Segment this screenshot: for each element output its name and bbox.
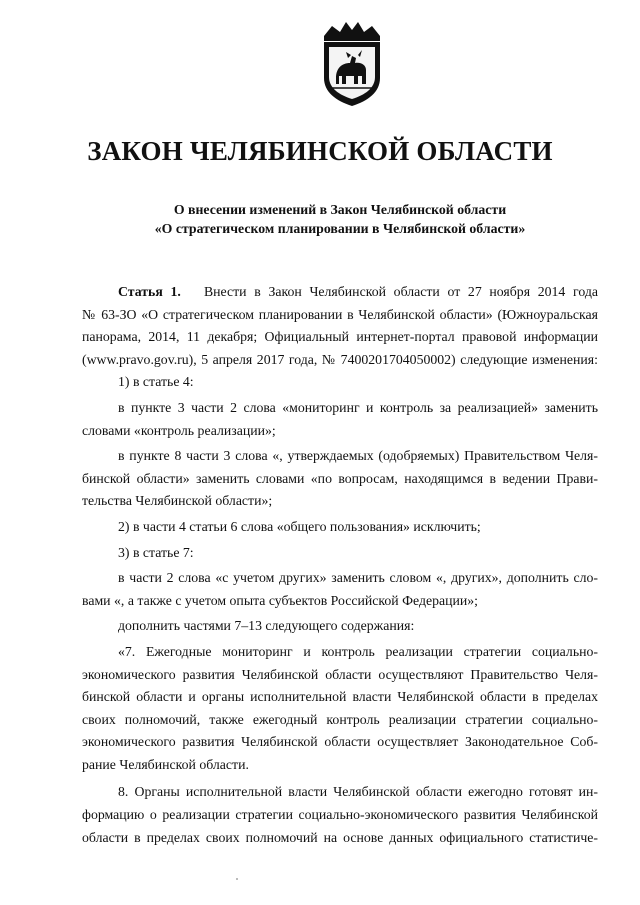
- quote-line: своих полномочий, также ежегодный контроль реализации стратегии социально-: [82, 711, 598, 727]
- paragraph-line: в части 2 слова «с учетом других» заменить словом «, других», дополнить сло-: [118, 570, 598, 586]
- paragraph-line: дополнить частями 7–13 следующего содержания:: [118, 618, 415, 634]
- list-item: 2) в части 4 статьи 6 слова «общего пользования» исключить;: [118, 518, 481, 534]
- paragraph-line: панорама, 2014, 11 декабря; Официальный интернет-портал правовой информации: [82, 329, 598, 345]
- scan-speck: [236, 878, 238, 880]
- paragraph-line: в пункте 8 части 3 слова «, утверждаемых (одобряемых) Правительством Челя-: [118, 448, 598, 464]
- paragraph-line: тельства Челябинской области»;: [82, 493, 273, 509]
- list-item: 1) в статье 4:: [118, 374, 194, 390]
- quote-line: экономического развития Челябинской области осуществляет Законодательное Соб-: [82, 734, 598, 750]
- paragraph-line: области в пределах своих полномочий на основе данных официального статистиче-: [82, 829, 598, 845]
- quote-line: «7. Ежегодные мониторинг и контроль реализации стратегии социально-: [118, 643, 598, 659]
- article-text: Внести в Закон Челябинской области от 27 ноября 2014 года: [203, 284, 598, 299]
- paragraph-line: в пункте 3 части 2 слова «мониторинг и контроль за реализацией» заменить: [118, 399, 598, 415]
- coat-of-arms-emblem: [318, 18, 386, 108]
- paragraph-line: словами «контроль реализации»;: [82, 422, 276, 438]
- law-subtitle: [110, 200, 570, 238]
- paragraph-line: (www.pravo.gov.ru), 5 апреля 2017 года, № 7400201704050002) следующие изменения:: [82, 351, 598, 367]
- paragraph-line: формацию о реализации стратегии социально-экономического развития Челябинской: [82, 807, 598, 823]
- article-body: [82, 281, 598, 849]
- quote-line: бинской области и органы исполнительной власти Челябинской области в пределах: [82, 689, 598, 705]
- paragraph-line: бинской области» заменить словами «по вопросам, находящимся в ведении Прави-: [82, 470, 598, 486]
- list-item: 3) в статье 7:: [118, 544, 194, 560]
- law-title: ЗАКОН ЧЕЛЯБИНСКОЙ ОБЛАСТИ: [87, 136, 553, 166]
- paragraph-line: вами «, а также с учетом опыта субъектов Российской Федерации»;: [82, 592, 479, 608]
- subtitle-line: О внесении изменений в Закон Челябинской области: [173, 202, 507, 217]
- paragraph-line: 8. Органы исполнительной власти Челябинской области ежегодно готовят ин-: [118, 784, 598, 800]
- subtitle-line: «О стратегическом планировании в Челябинской области»: [154, 221, 526, 236]
- quote-line: экономического развития Челябинской области осуществляют Правительство Челя-: [82, 666, 598, 682]
- paragraph-line: № 63-ЗО «О стратегическом планировании в Челябинской области» (Южноуральская: [82, 306, 598, 322]
- quote-line: рание Челябинской области.: [82, 756, 249, 772]
- article-first-line: [82, 281, 598, 304]
- article-label: Статья 1.: [118, 284, 181, 299]
